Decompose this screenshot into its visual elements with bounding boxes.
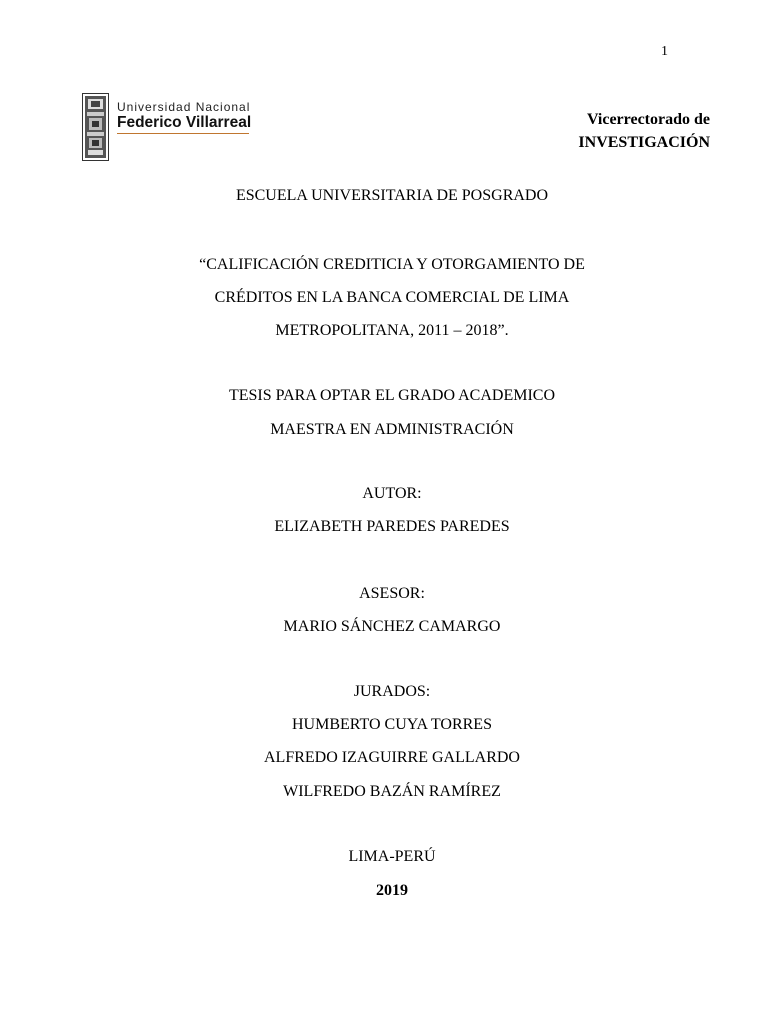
advisor-label: ASESOR: (359, 585, 425, 602)
university-logo (82, 93, 252, 161)
author-label: AUTOR: (362, 485, 422, 502)
vice-rectorate-line2: INVESTIGACIÓN (578, 134, 710, 151)
author-name: ELIZABETH PAREDES PAREDES (274, 518, 510, 535)
thesis-title-line1: “CALIFICACIÓN CREDITICIA Y OTORGAMIENTO DE (199, 256, 585, 273)
jury-member: HUMBERTO CUYA TORRES (292, 716, 492, 733)
logo-university-name: Federico Villarreal (117, 114, 252, 131)
school-name: ESCUELA UNIVERSITARIA DE POSGRADO (235, 187, 549, 204)
jury-member: WILFREDO BAZÁN RAMÍREZ (283, 783, 501, 800)
vice-rectorate-heading (578, 108, 710, 154)
year: 2019 (376, 882, 408, 899)
degree-line2: MAESTRA EN ADMINISTRACIÓN (270, 421, 514, 438)
university-seal-icon (82, 93, 109, 161)
jury-member: ALFREDO IZAGUIRRE GALLARDO (264, 749, 520, 766)
degree-line1: TESIS PARA OPTAR EL GRADO ACADEMICO (228, 387, 556, 404)
page-number: 1 (661, 44, 668, 59)
logo-university-label: Universidad Nacional (117, 100, 251, 114)
place: LIMA-PERÚ (348, 848, 436, 865)
thesis-title-line2: CRÉDITOS EN LA BANCA COMERCIAL DE LIMA (214, 289, 570, 306)
vice-rectorate-line1: Vicerrectorado de (586, 111, 710, 128)
jury-label: JURADOS: (353, 683, 431, 700)
logo-underline (117, 133, 249, 134)
advisor-name: MARIO SÁNCHEZ CAMARGO (283, 618, 501, 635)
thesis-title-line3: METROPOLITANA, 2011 – 2018”. (275, 322, 509, 339)
